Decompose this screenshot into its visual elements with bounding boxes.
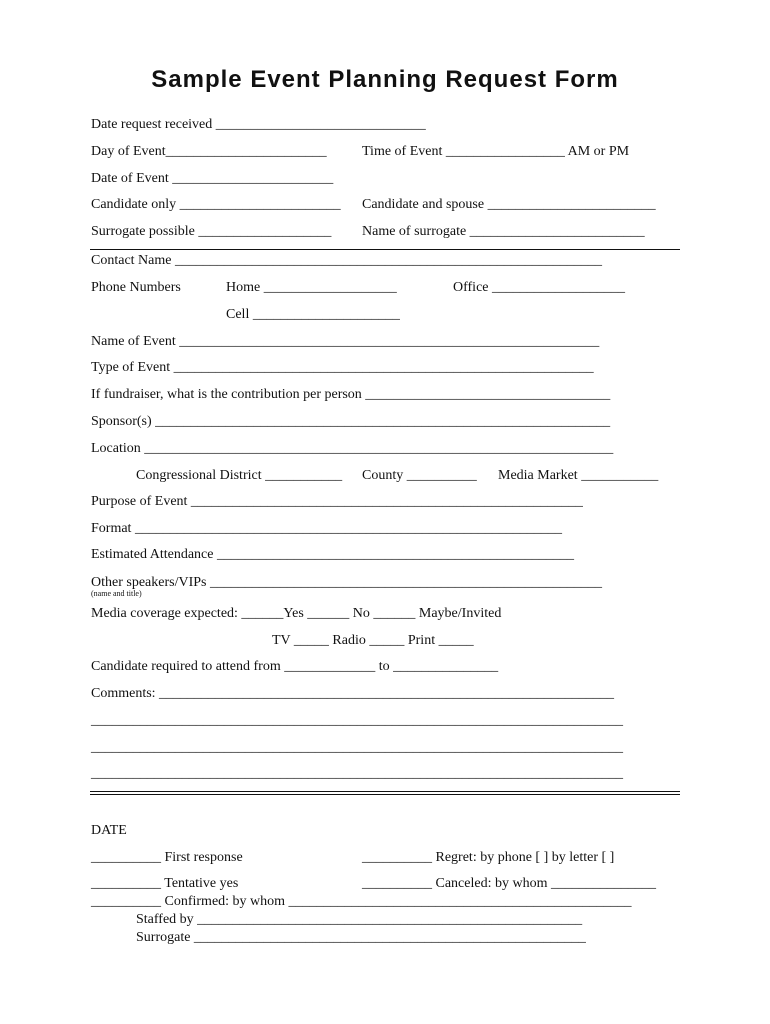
purpose-field[interactable]: Purpose of Event ________________________________________________________	[91, 494, 583, 509]
row-day-time	[91, 143, 679, 163]
row-first-response	[91, 849, 679, 869]
location-field[interactable]: Location ___________________________________________________________________	[91, 441, 614, 456]
office-phone-field[interactable]: Office ___________________	[453, 280, 625, 295]
row-type-of-event	[91, 359, 679, 379]
page-title: Sample Event Planning Request Form	[151, 66, 619, 93]
name-of-surrogate-field[interactable]: Name of surrogate _________________________	[362, 224, 645, 239]
type-of-event-field[interactable]: Type of Event ____________________________________________________________	[91, 360, 594, 375]
row-speakers	[91, 574, 679, 598]
comments-blank-line[interactable]: ____________________________________________________________________________	[91, 713, 623, 728]
candidate-only-field[interactable]: Candidate only _______________________	[91, 197, 341, 212]
row-confirmed	[91, 893, 679, 913]
other-speakers-field[interactable]: Other speakers/VIPs ________________________________________________________	[91, 575, 602, 590]
row-location	[91, 440, 679, 460]
row-comments-line-2	[91, 739, 679, 759]
media-coverage-field[interactable]: Media coverage expected: ______Yes ______ No ______ Maybe/Invited	[91, 606, 502, 621]
row-tentative	[91, 875, 679, 895]
contact-name-field[interactable]: Contact Name _____________________________________________________________	[91, 253, 602, 268]
surrogate-possible-field[interactable]: Surrogate possible ___________________	[91, 224, 332, 239]
cell-phone-field[interactable]: Cell _____________________	[226, 307, 400, 322]
county-field[interactable]: County __________	[362, 468, 477, 483]
row-sponsors	[91, 413, 679, 433]
row-comments	[91, 685, 679, 705]
row-staffed-by	[91, 911, 679, 931]
row-phone	[91, 279, 679, 299]
row-date-of-event	[91, 170, 679, 190]
row-candidate-required	[91, 658, 679, 678]
estimated-attendance-field[interactable]: Estimated Attendance ___________________________________________________	[91, 547, 574, 562]
row-candidate	[91, 196, 679, 216]
row-fundraiser	[91, 386, 679, 406]
row-comments-line-1	[91, 712, 679, 732]
row-comments-line-3	[91, 765, 679, 785]
fundraiser-field[interactable]: If fundraiser, what is the contribution per person ___________________________________	[91, 387, 611, 402]
row-contact	[91, 252, 679, 272]
row-attendance	[91, 546, 679, 566]
date-of-event-field[interactable]: Date of Event _______________________	[91, 171, 334, 186]
tv-radio-print-field[interactable]: TV _____ Radio _____ Print _____	[272, 633, 474, 648]
row-purpose	[91, 493, 679, 513]
comments-blank-line[interactable]: ____________________________________________________________________________	[91, 740, 623, 755]
name-and-title-hint: (name and title)	[91, 589, 142, 598]
row-date-request	[91, 116, 679, 136]
row-surrogate	[91, 223, 679, 243]
congressional-district-field[interactable]: Congressional District ___________	[136, 468, 343, 483]
candidate-required-field[interactable]: Candidate required to attend from _____________ to _______________	[91, 659, 499, 674]
name-of-event-field[interactable]: Name of Event ____________________________________________________________	[91, 334, 600, 349]
date-label: DATE	[91, 823, 127, 838]
row-format	[91, 520, 679, 540]
row-surrogate-final	[91, 929, 679, 949]
row-district	[91, 467, 679, 487]
home-phone-field[interactable]: Home ___________________	[226, 280, 397, 295]
staffed-by-field[interactable]: Staffed by _______________________________________________________	[136, 912, 583, 927]
section-divider-bottom	[90, 794, 680, 795]
section-divider	[90, 249, 680, 250]
row-media-coverage	[91, 605, 679, 625]
format-field[interactable]: Format _____________________________________________________________	[91, 521, 562, 536]
confirmed-field[interactable]: __________ Confirmed: by whom _________________________________________________	[91, 894, 632, 909]
row-tv-radio-print	[91, 632, 679, 652]
candidate-spouse-field[interactable]: Candidate and spouse ________________________	[362, 197, 656, 212]
day-of-event-field[interactable]: Day of Event_______________________	[91, 144, 327, 159]
comments-blank-line[interactable]: ____________________________________________________________________________	[91, 766, 623, 781]
surrogate-field[interactable]: Surrogate ________________________________________________________	[136, 930, 586, 945]
first-response-field[interactable]: __________ First response	[91, 850, 243, 865]
canceled-field[interactable]: __________ Canceled: by whom _______________	[362, 876, 656, 891]
phone-numbers-label: Phone Numbers	[91, 280, 181, 295]
row-cell	[91, 306, 679, 326]
sponsors-field[interactable]: Sponsor(s) _________________________________________________________________	[91, 414, 611, 429]
time-of-event-field[interactable]: Time of Event _________________ AM or PM	[362, 144, 630, 159]
section-divider-top	[90, 791, 680, 792]
tentative-yes-field[interactable]: __________ Tentative yes	[91, 876, 239, 891]
regret-field[interactable]: __________ Regret: by phone [ ] by letter [ ]	[362, 850, 615, 865]
media-market-field[interactable]: Media Market ___________	[498, 468, 659, 483]
row-name-of-event	[91, 333, 679, 353]
row-date-label	[91, 822, 679, 842]
date-request-field[interactable]: Date request received ______________________________	[91, 117, 426, 132]
comments-field[interactable]: Comments: _________________________________________________________________	[91, 686, 615, 701]
